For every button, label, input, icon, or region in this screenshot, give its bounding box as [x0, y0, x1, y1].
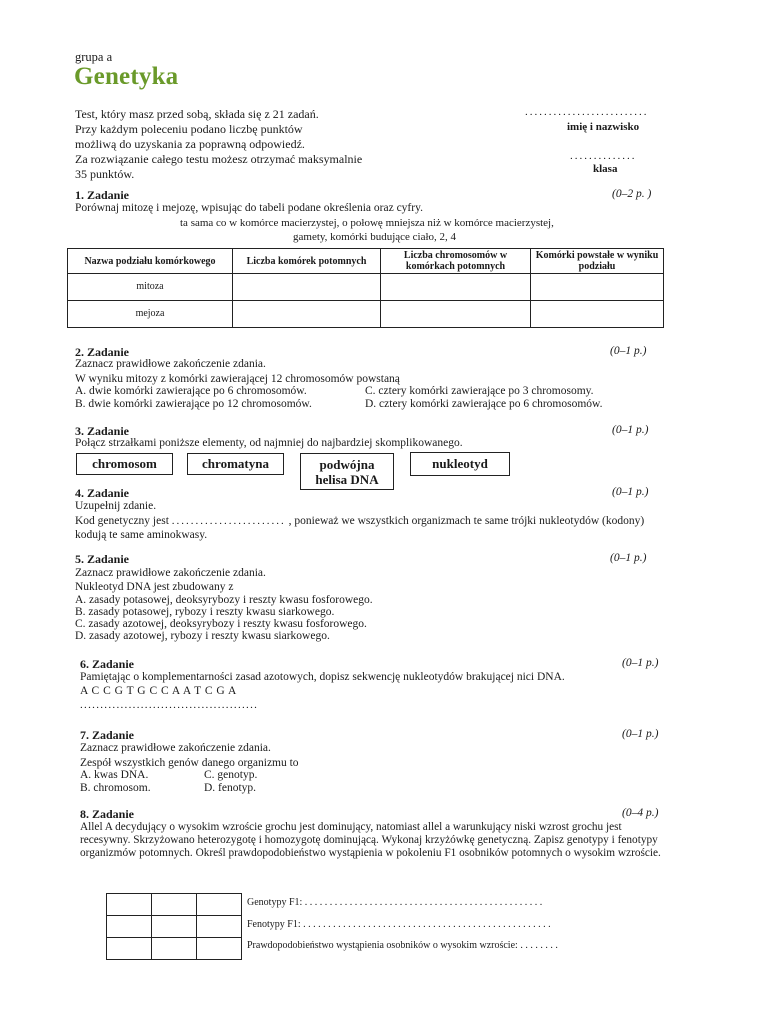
task7-option-c[interactable]: C. genotyp.: [204, 769, 258, 781]
probability-row: [247, 940, 558, 952]
task7-instruction: Zaznacz prawidłowe zakończenie zdania.: [80, 742, 271, 754]
task3-title: 3. Zadanie: [75, 424, 130, 438]
intro-line: Przy każdym poleceniu podano liczbę punktów: [75, 122, 303, 136]
task8-text-line: organizmów potomnych. Określ prawdopodobieństwo wystąpienia w pokoleniu F1 osobników potomnych o wysokim wzroście.: [80, 847, 661, 859]
task2-stem: W wyniku mitozy z komórki zawierającej 12 chromosomów powstaną: [75, 373, 400, 385]
task5-option-b[interactable]: B. zasady potasowej, rybozy i reszty kwasu siarkowego.: [75, 606, 335, 618]
task7-option-d[interactable]: D. fenotyp.: [204, 782, 257, 794]
task7-points: (0–1 p.): [622, 728, 659, 740]
task6-points: (0–1 p.): [622, 657, 659, 669]
task6-title: 6. Zadanie: [80, 657, 135, 671]
task4-sentence: [75, 515, 644, 529]
task7-stem: Zespół wszystkich genów danego organizmu to: [80, 757, 299, 769]
element-box-chromosom[interactable]: chromosom: [76, 453, 173, 475]
table-answer-cell[interactable]: [531, 301, 664, 328]
task1-terms-2: gamety, komórki budujące ciało, 2, 4: [293, 231, 457, 243]
name-field[interactable]: ..........................: [525, 106, 649, 118]
task2-option-d[interactable]: D. cztery komórki zawierające po 6 chromosomów.: [365, 398, 603, 410]
task5-title: 5. Zadanie: [75, 552, 130, 566]
task4-title: 4. Zadanie: [75, 486, 130, 500]
table-row: [68, 274, 664, 301]
box-line: podwójna: [319, 457, 375, 472]
task4-instruction: Uzupełnij zdanie.: [75, 500, 157, 512]
phenotypes-row: [247, 919, 551, 931]
page-title: Genetyka: [74, 63, 179, 90]
punnett-cell[interactable]: [197, 916, 242, 938]
task4-line2: kodują te same aminokwasy.: [75, 529, 208, 541]
genotypes-label: Genotypy F1:: [247, 897, 303, 908]
task4-text-end: , ponieważ we wszystkich organizmach te same trójki nukleotydów (kodony): [288, 515, 645, 527]
punnett-cell[interactable]: [107, 894, 152, 916]
task8-text-line: recesywny. Skrzyżowano heterozygotę i homozygotę dominującą. Wykonaj krzyżówkę genetyczną. Zapisz genotypy i fenotypy: [80, 834, 658, 846]
task8-text-line: Allel A decydujący o wysokim wzroście grochu jest dominujący, natomiast allel a warunkujący niski wzrost grochu jest: [80, 821, 622, 833]
punnett-cell[interactable]: [107, 938, 152, 960]
task5-points: (0–1 p.): [610, 552, 647, 564]
task7-option-b[interactable]: B. chromosom.: [80, 782, 151, 794]
task1-title: 1. Zadanie: [75, 188, 130, 202]
task1-terms-1: ta sama co w komórce macierzystej, o połowę mniejsza niż w komórce macierzystej,: [180, 217, 554, 229]
task3-points: (0–1 p.): [612, 424, 649, 436]
intro-line: Za rozwiązanie całego testu możesz otrzymać maksymalnie: [75, 152, 363, 166]
table-answer-cell[interactable]: [381, 274, 531, 301]
comparison-table: [67, 248, 664, 328]
task8-title: 8. Zadanie: [80, 807, 135, 821]
table-header: Komórki powstałe w wyniku podziału: [531, 249, 664, 274]
intro-text: [75, 107, 405, 182]
task5-stem: Nukleotyd DNA jest zbudowany z: [75, 581, 234, 593]
punnett-cell[interactable]: [197, 938, 242, 960]
group-label: grupa a: [75, 50, 113, 64]
task6-answer-field[interactable]: ............................................: [80, 699, 259, 711]
table-header-row: [68, 249, 664, 274]
task5-instruction: Zaznacz prawidłowe zakończenie zdania.: [75, 567, 266, 579]
table-cell-label: mejoza: [68, 301, 233, 328]
table-answer-cell[interactable]: [381, 301, 531, 328]
task5-option-d[interactable]: D. zasady azotowej, rybozy i reszty kwasu siarkowego.: [75, 630, 330, 642]
table-answer-cell[interactable]: [233, 301, 381, 328]
punnett-cell[interactable]: [152, 894, 197, 916]
task1-instruction: Porównaj mitozę i mejozę, wpisując do tabeli podane określenia oraz cyfry.: [75, 202, 423, 214]
phenotypes-label: Fenotypy F1:: [247, 919, 301, 930]
element-box-double-helix[interactable]: [300, 453, 394, 490]
table-answer-cell[interactable]: [233, 274, 381, 301]
intro-line: możliwą do uzyskania za poprawną odpowiedź.: [75, 137, 305, 151]
task7-option-a[interactable]: A. kwas DNA.: [80, 769, 149, 781]
task2-points: (0–1 p.): [610, 345, 647, 357]
intro-line: Test, który masz przed sobą, składa się z 21 zadań.: [75, 107, 319, 121]
table-header: Liczba komórek potomnych: [233, 249, 381, 274]
table-header: Nazwa podziału komórkowego: [68, 249, 233, 274]
task7-title: 7. Zadanie: [80, 728, 135, 742]
element-box-chromatyna[interactable]: chromatyna: [187, 453, 284, 475]
class-field[interactable]: ..............: [570, 150, 637, 162]
punnett-cell[interactable]: [152, 916, 197, 938]
punnett-cell[interactable]: [152, 938, 197, 960]
genotypes-field[interactable]: . . . . . . . . . . . . . . . . . . . . . . . . . . . . . . . . . . . . . . . . . . . . . . . .: [304, 897, 543, 908]
task2-instruction: Zaznacz prawidłowe zakończenie zdania.: [75, 358, 266, 370]
class-label: klasa: [593, 163, 618, 175]
box-line: helisa DNA: [315, 472, 379, 487]
element-box-nukleotyd[interactable]: nukleotyd: [410, 452, 510, 476]
intro-line: 35 punktów.: [75, 167, 135, 181]
phenotypes-field[interactable]: . . . . . . . . . . . . . . . . . . . . . . . . . . . . . . . . . . . . . . . . . . . . . . . . . .: [303, 919, 551, 930]
task4-text-start: Kod genetyczny jest: [75, 515, 169, 527]
genotypes-row: [247, 897, 542, 909]
dna-sequence: A C C G T G C C A A T C G A: [80, 685, 237, 697]
punnett-cell[interactable]: [107, 916, 152, 938]
task6-instruction: Pamiętając o komplementarności zasad azotowych, dopisz sekwencję nukleotydów brakującej nici DNA.: [80, 671, 565, 683]
table-header: Liczba chromosomów w komórkach potomnych: [381, 249, 531, 274]
task2-option-b[interactable]: B. dwie komórki zawierające po 12 chromosomów.: [75, 398, 312, 410]
task3-instruction: Połącz strzałkami poniższe elementy, od najmniej do najbardziej skomplikowanego.: [75, 437, 463, 449]
punnett-square: [106, 893, 242, 960]
table-answer-cell[interactable]: [531, 274, 664, 301]
table-row: [68, 301, 664, 328]
task2-option-a[interactable]: A. dwie komórki zawierające po 6 chromosomów.: [75, 385, 307, 397]
task2-option-c[interactable]: C. cztery komórki zawierające po 3 chromosomy.: [365, 385, 594, 397]
table-cell-label: mitoza: [68, 274, 233, 301]
task1-points: (0–2 p. ): [612, 188, 652, 200]
task8-points: (0–4 p.): [622, 807, 659, 819]
name-label: imię i nazwisko: [567, 121, 640, 133]
task4-blank[interactable]: ........................: [171, 515, 286, 527]
probability-field[interactable]: . . . . . . . .: [520, 940, 558, 951]
probability-label: Prawdopodobieństwo wystąpienia osobników o wysokim wzroście:: [247, 940, 518, 951]
task5-option-a[interactable]: A. zasady potasowej, deoksyrybozy i reszty kwasu fosforowego.: [75, 594, 373, 606]
task4-points: (0–1 p.): [612, 486, 649, 498]
task2-title: 2. Zadanie: [75, 345, 130, 359]
punnett-cell[interactable]: [197, 894, 242, 916]
task5-option-c[interactable]: C. zasady azotowej, deoksyrybozy i reszty kwasu fosforowego.: [75, 618, 367, 630]
